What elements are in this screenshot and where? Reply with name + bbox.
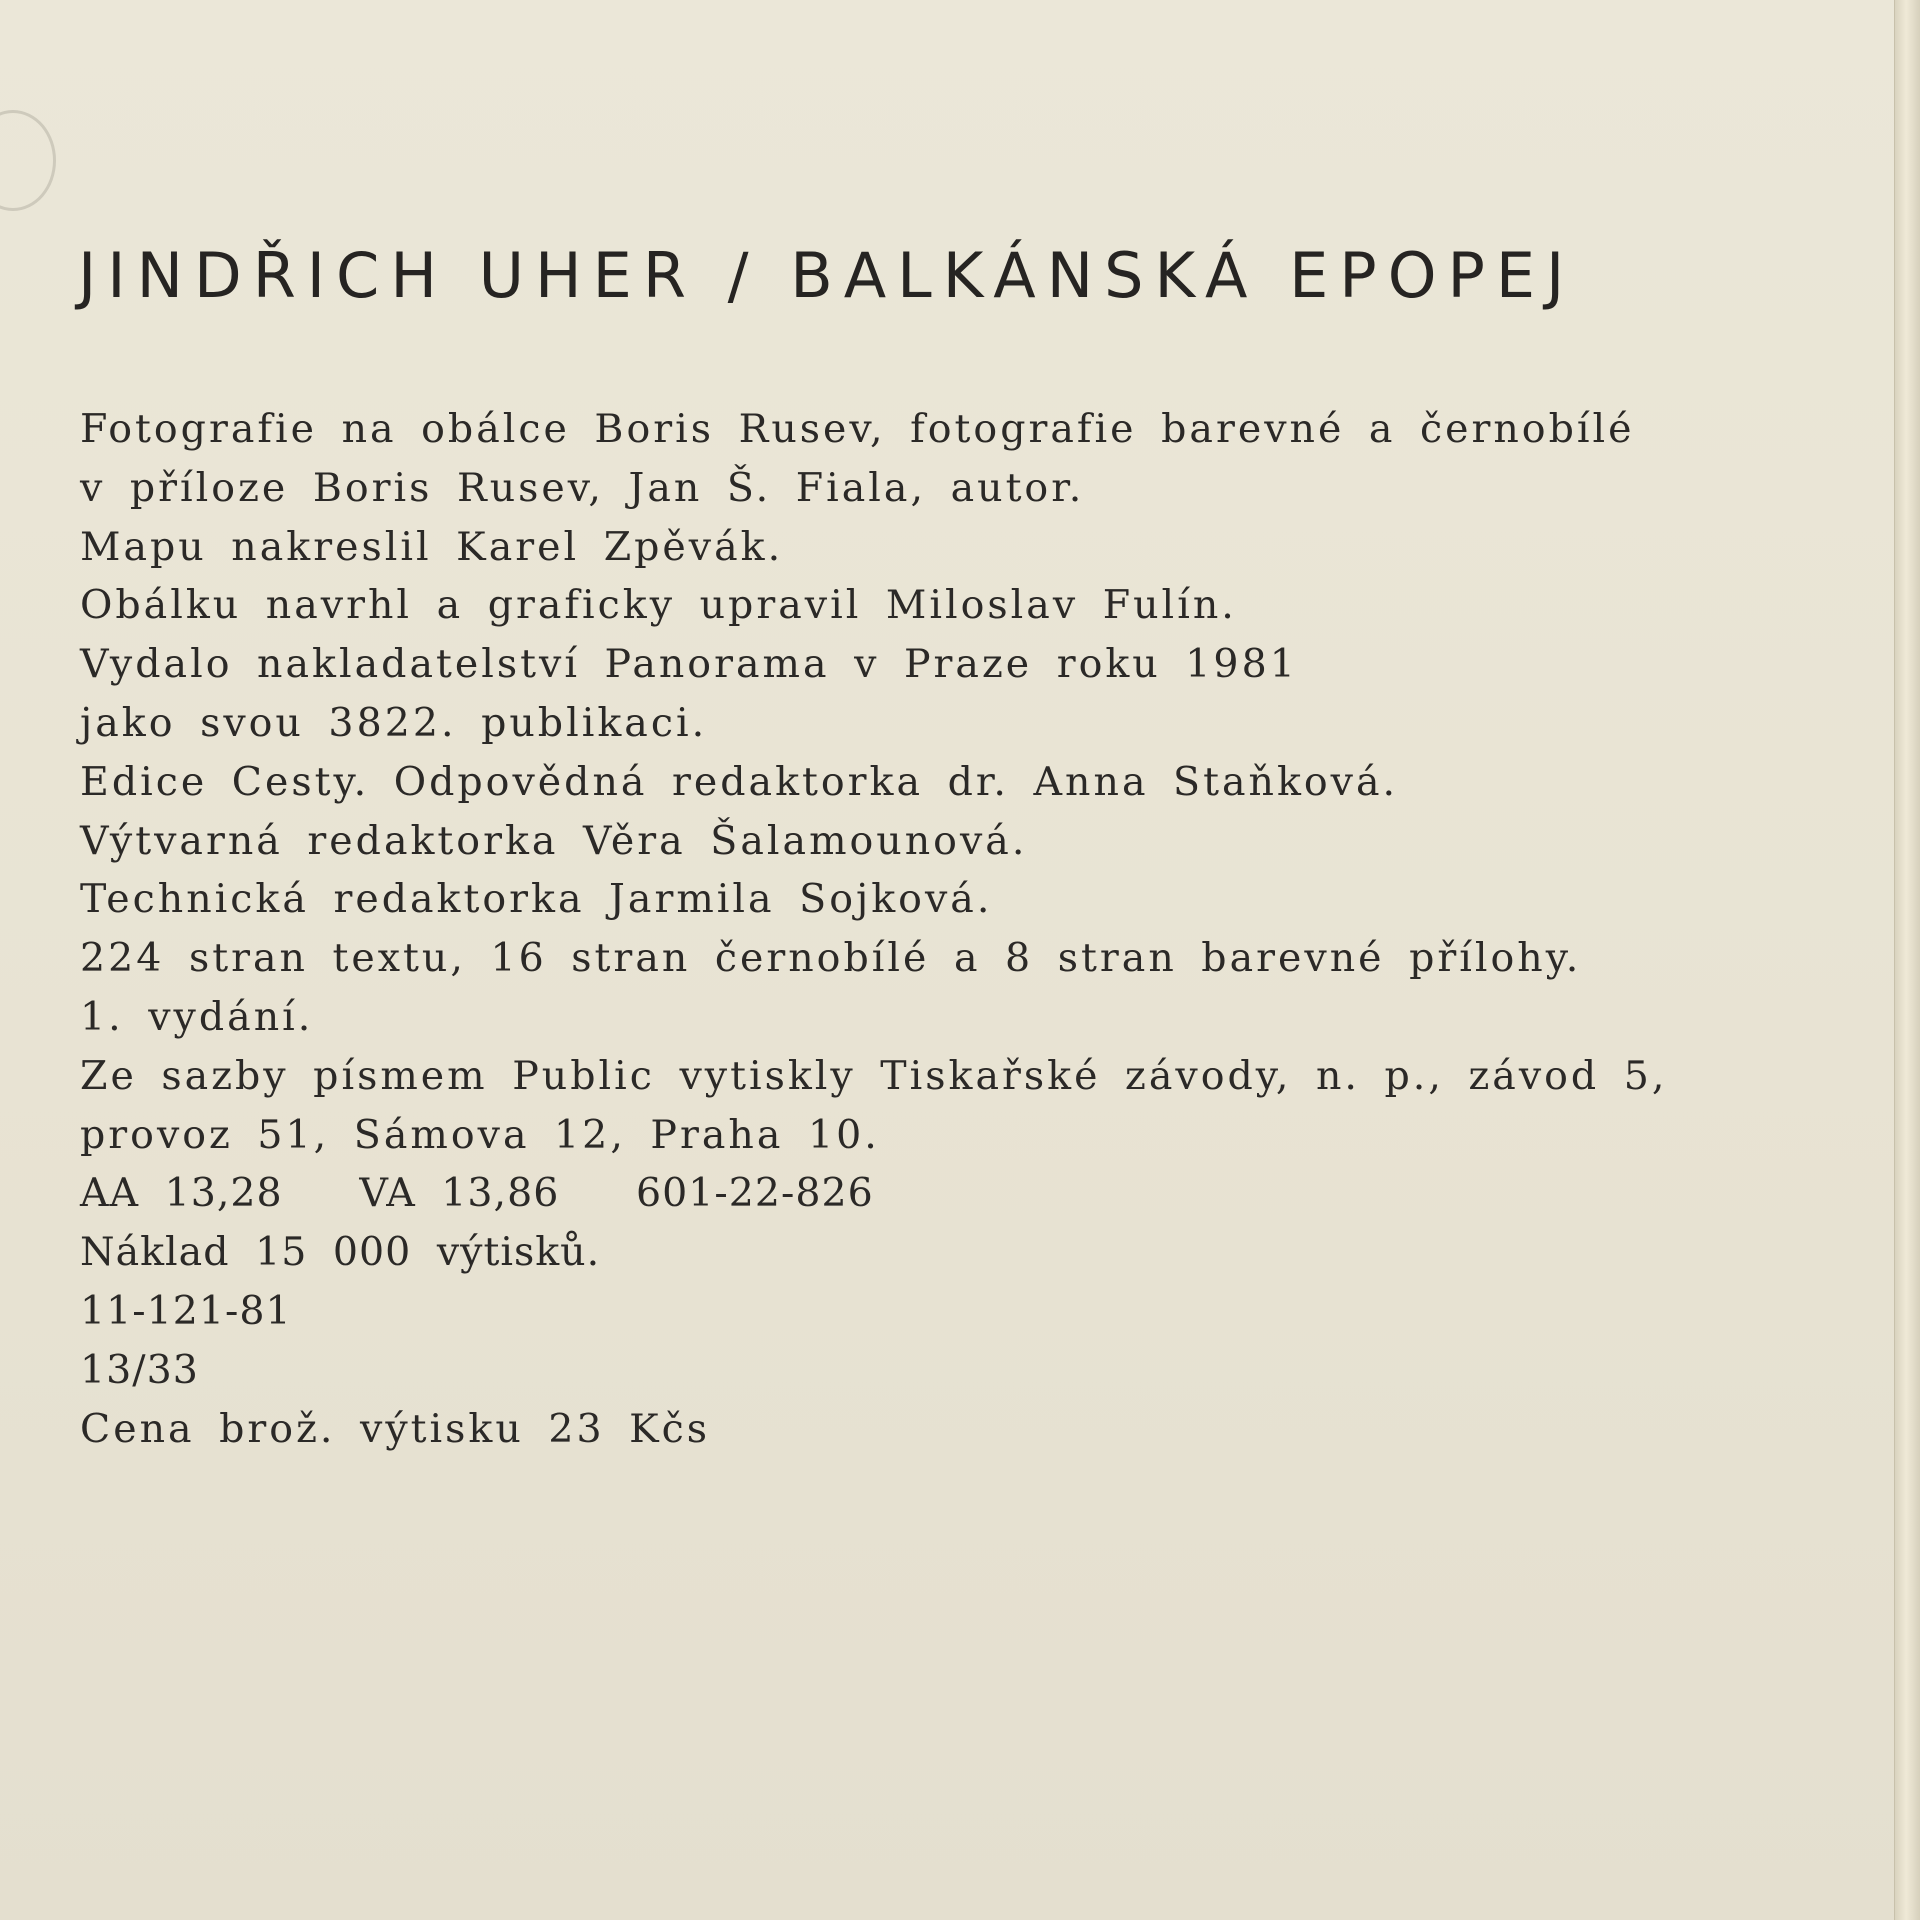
imprint-line: Edice Cesty. Odpovědná redaktorka dr. Anna Staňková. xyxy=(80,758,1399,805)
imprint-line: AA 13,28 VA 13,86 601-22-826 xyxy=(80,1170,874,1217)
imprint-block xyxy=(80,400,1820,1458)
imprint-line: 1. vydání. xyxy=(80,993,314,1040)
imprint-line: provoz 51, Sámova 12, Praha 10. xyxy=(80,1111,880,1158)
imprint-line: Ze sazby písmem Public vytiskly Tiskařské závody, n. p., závod 5, xyxy=(80,1052,1668,1099)
imprint-line: jako svou 3822. publikaci. xyxy=(80,699,708,746)
imprint-line: 11-121-81 xyxy=(80,1287,292,1334)
imprint-line: v příloze Boris Rusev, Jan Š. Fiala, autor. xyxy=(80,464,1085,511)
imprint-line: 13/33 xyxy=(80,1346,199,1393)
imprint-line: Náklad 15 000 výtisků. xyxy=(80,1229,601,1276)
imprint-line: Cena brož. výtisku 23 Kčs xyxy=(80,1405,711,1452)
imprint-line: Mapu nakreslil Karel Zpěvák. xyxy=(80,523,784,570)
pencil-mark xyxy=(0,110,56,211)
imprint-line: Obálku navrhl a graficky upravil Miloslav Fulín. xyxy=(80,582,1237,629)
imprint-line: Výtvarná redaktorka Věra Šalamounová. xyxy=(80,817,1028,864)
imprint-line: Technická redaktorka Jarmila Sojková. xyxy=(80,876,993,923)
book-title: JINDŘICH UHER / BALKÁNSKÁ EPOPEJ xyxy=(78,239,1576,312)
imprint-line: 224 stran textu, 16 stran černobílé a 8 stran barevné přílohy. xyxy=(80,935,1582,982)
imprint-line: Fotografie na obálce Boris Rusev, fotografie barevné a černobílé xyxy=(80,406,1635,452)
page-edge xyxy=(1894,0,1920,1920)
imprint-line: Vydalo nakladatelství Panorama v Praze roku 1981 xyxy=(80,641,1298,688)
